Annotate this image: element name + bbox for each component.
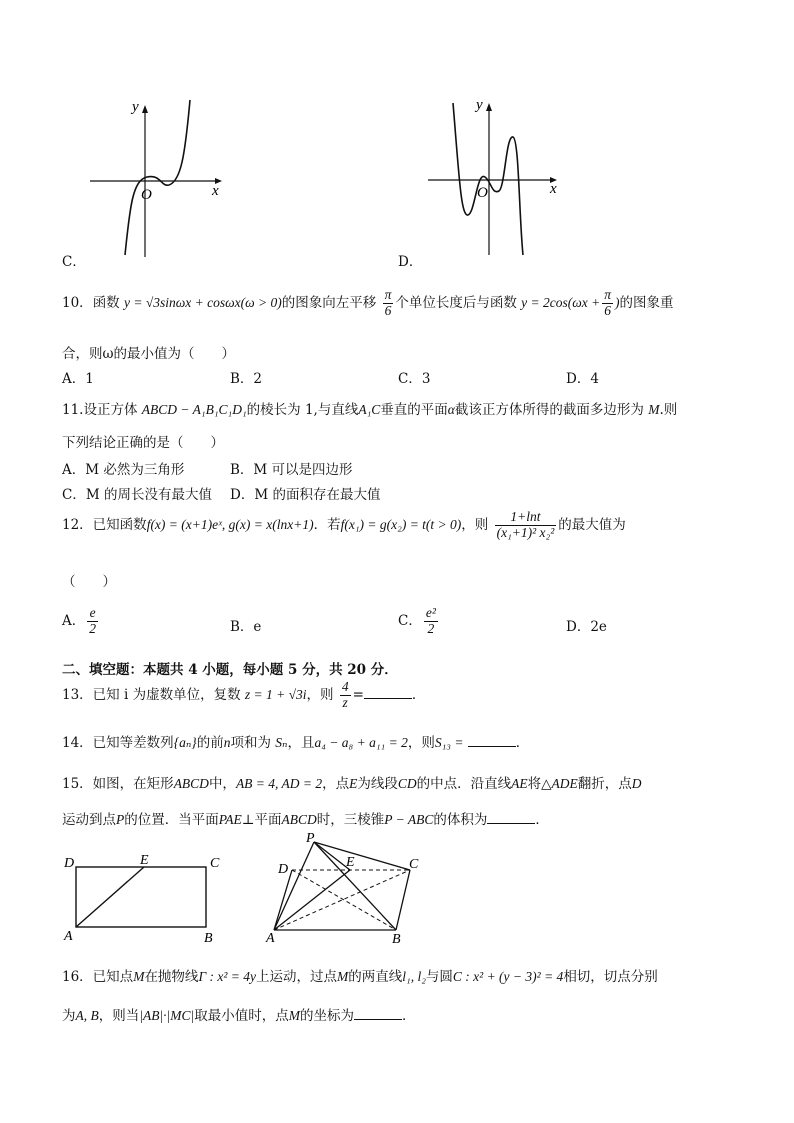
graph-option-c [85,95,235,260]
y-axis-label: y [132,99,139,115]
q12-fraction: $\frac{1+\ln t}{\text{(x₁+1)² x₂²}}$ [496,509,555,540]
label-b: B [204,931,213,945]
answer-blank[interactable] [354,1007,402,1020]
q11-option-a: A．M 必然为三角形 [62,462,185,478]
q11-option-b: B．M 可以是四边形 [230,462,353,478]
option-c-label: C． [62,254,86,270]
answer-blank[interactable] [468,734,516,747]
question-14: 14．已知等差数列{aₙ}的前n项和为 Sₙ，且a₄ − a₈ + a₁₁ = 2，则S₁₃ = ． [62,735,530,751]
phase-fraction: $\frac{\pi}{6}$ [604,287,612,318]
question-16-line1: 16．已知点M在抛物线Γ : x² = 4y上运动，过点M的两直线l₁, l₂与圆C : x² + (y − 3)² = 4相切，切点分别 [62,969,658,985]
label-e: E [140,853,149,868]
answer-blank[interactable] [487,811,535,824]
label-d: D [278,862,289,877]
curve-d [453,103,523,255]
answer-blank[interactable] [364,686,412,699]
y-axis-label: y [476,97,483,113]
q10-option-b: B．2 [230,371,263,387]
label-a: A [266,931,275,945]
label-a: A [64,929,73,944]
q12-option-a: A． $\frac{e}{2}$ [62,605,96,636]
question-13: 13．已知 i 为虚数单位，复数 z = 1 + √3i，则 $\frac{4}{z}$ = ． [62,679,426,710]
x-axis-label: x [550,181,557,197]
graph-option-d [425,95,575,260]
question-15-line2: 运动到点P的位置．当平面PAE⊥平面ABCD时，三棱锥P − ABC的体积为 ． [62,812,549,828]
question-11-line2: 下列结论正确的是（ ） [62,435,224,451]
question-12-line1: 12．已知函数f(x) = (x+1)eˣ, g(x) = x(lnx+1)．若f(x₁) = g(x₂) = t(t > 0)，则 $\frac{1+\ln t}{\text{(x₁+1)² x₂²}}$ 的最大值为 [62,509,626,540]
shift-fraction: $\frac{\pi}{6}$ [384,287,392,318]
q10-option-a: A．1 [62,371,94,387]
label-e: E [346,855,355,870]
y-axis-arrow-icon [142,105,148,113]
option-d-label: D． [398,254,423,270]
question-16-line2: 为A, B，则当|AB|·|MC|取最小值时，点M的坐标为 ． [62,1008,416,1024]
q15-fold-figure [262,830,422,945]
section-2-heading: 二、填空题：本题共 4 小题，每小题 5 分，共 20 分． [62,662,398,678]
q12-option-c: C． $\frac{\text{e²}}{2}$ [398,605,436,636]
question-12-paren: （ ） [62,574,116,590]
question-11-line1: 11.设正方体 ABCD − A₁B₁C₁D₁的棱长为 1,与直线A₁C垂直的平面α截该正方体所得的截面多边形为 M.则 [62,402,678,418]
question-15-line1: 15．如图，在矩形ABCD中，AB = 4, AD = 2，点E为线段CD的中点．沿直线AE将△ADE翻折，点D [62,776,642,792]
origin-label: O [141,187,152,203]
q11-option-d: D．M 的面积存在最大值 [230,487,381,503]
curve-c [125,100,190,255]
q12-option-d: D．2e [566,619,607,635]
origin-label: O [477,185,488,201]
q11-option-c: C．M 的周长没有最大值 [62,487,212,503]
label-b: B [392,932,401,945]
segment-ae [76,867,144,927]
q10-option-c: C．3 [398,371,431,387]
label-c: C [409,857,419,872]
label-p: P [306,831,315,846]
question-10-line1: 10．函数 y = √3sinωx + cosωx(ω > 0)的图象向左平移 $\frac{\pi}{6}$ 个单位长度后与函数 y = 2cos(ωx + $\frac{\pi}{6}$ )的图象重 [62,287,674,318]
label-c: C [210,856,220,871]
q15-rectangle-figure [60,850,230,945]
y-axis-arrow-icon [486,103,492,111]
q13-fraction: $\frac{4}{z}$ [341,679,349,710]
x-axis-label: x [212,183,219,199]
q10-option-d: D．4 [566,371,599,387]
question-10-line2: 合，则ω的最小值为（ ） [62,346,236,362]
label-d: D [64,856,75,871]
q12-option-b: B．e [230,619,262,635]
